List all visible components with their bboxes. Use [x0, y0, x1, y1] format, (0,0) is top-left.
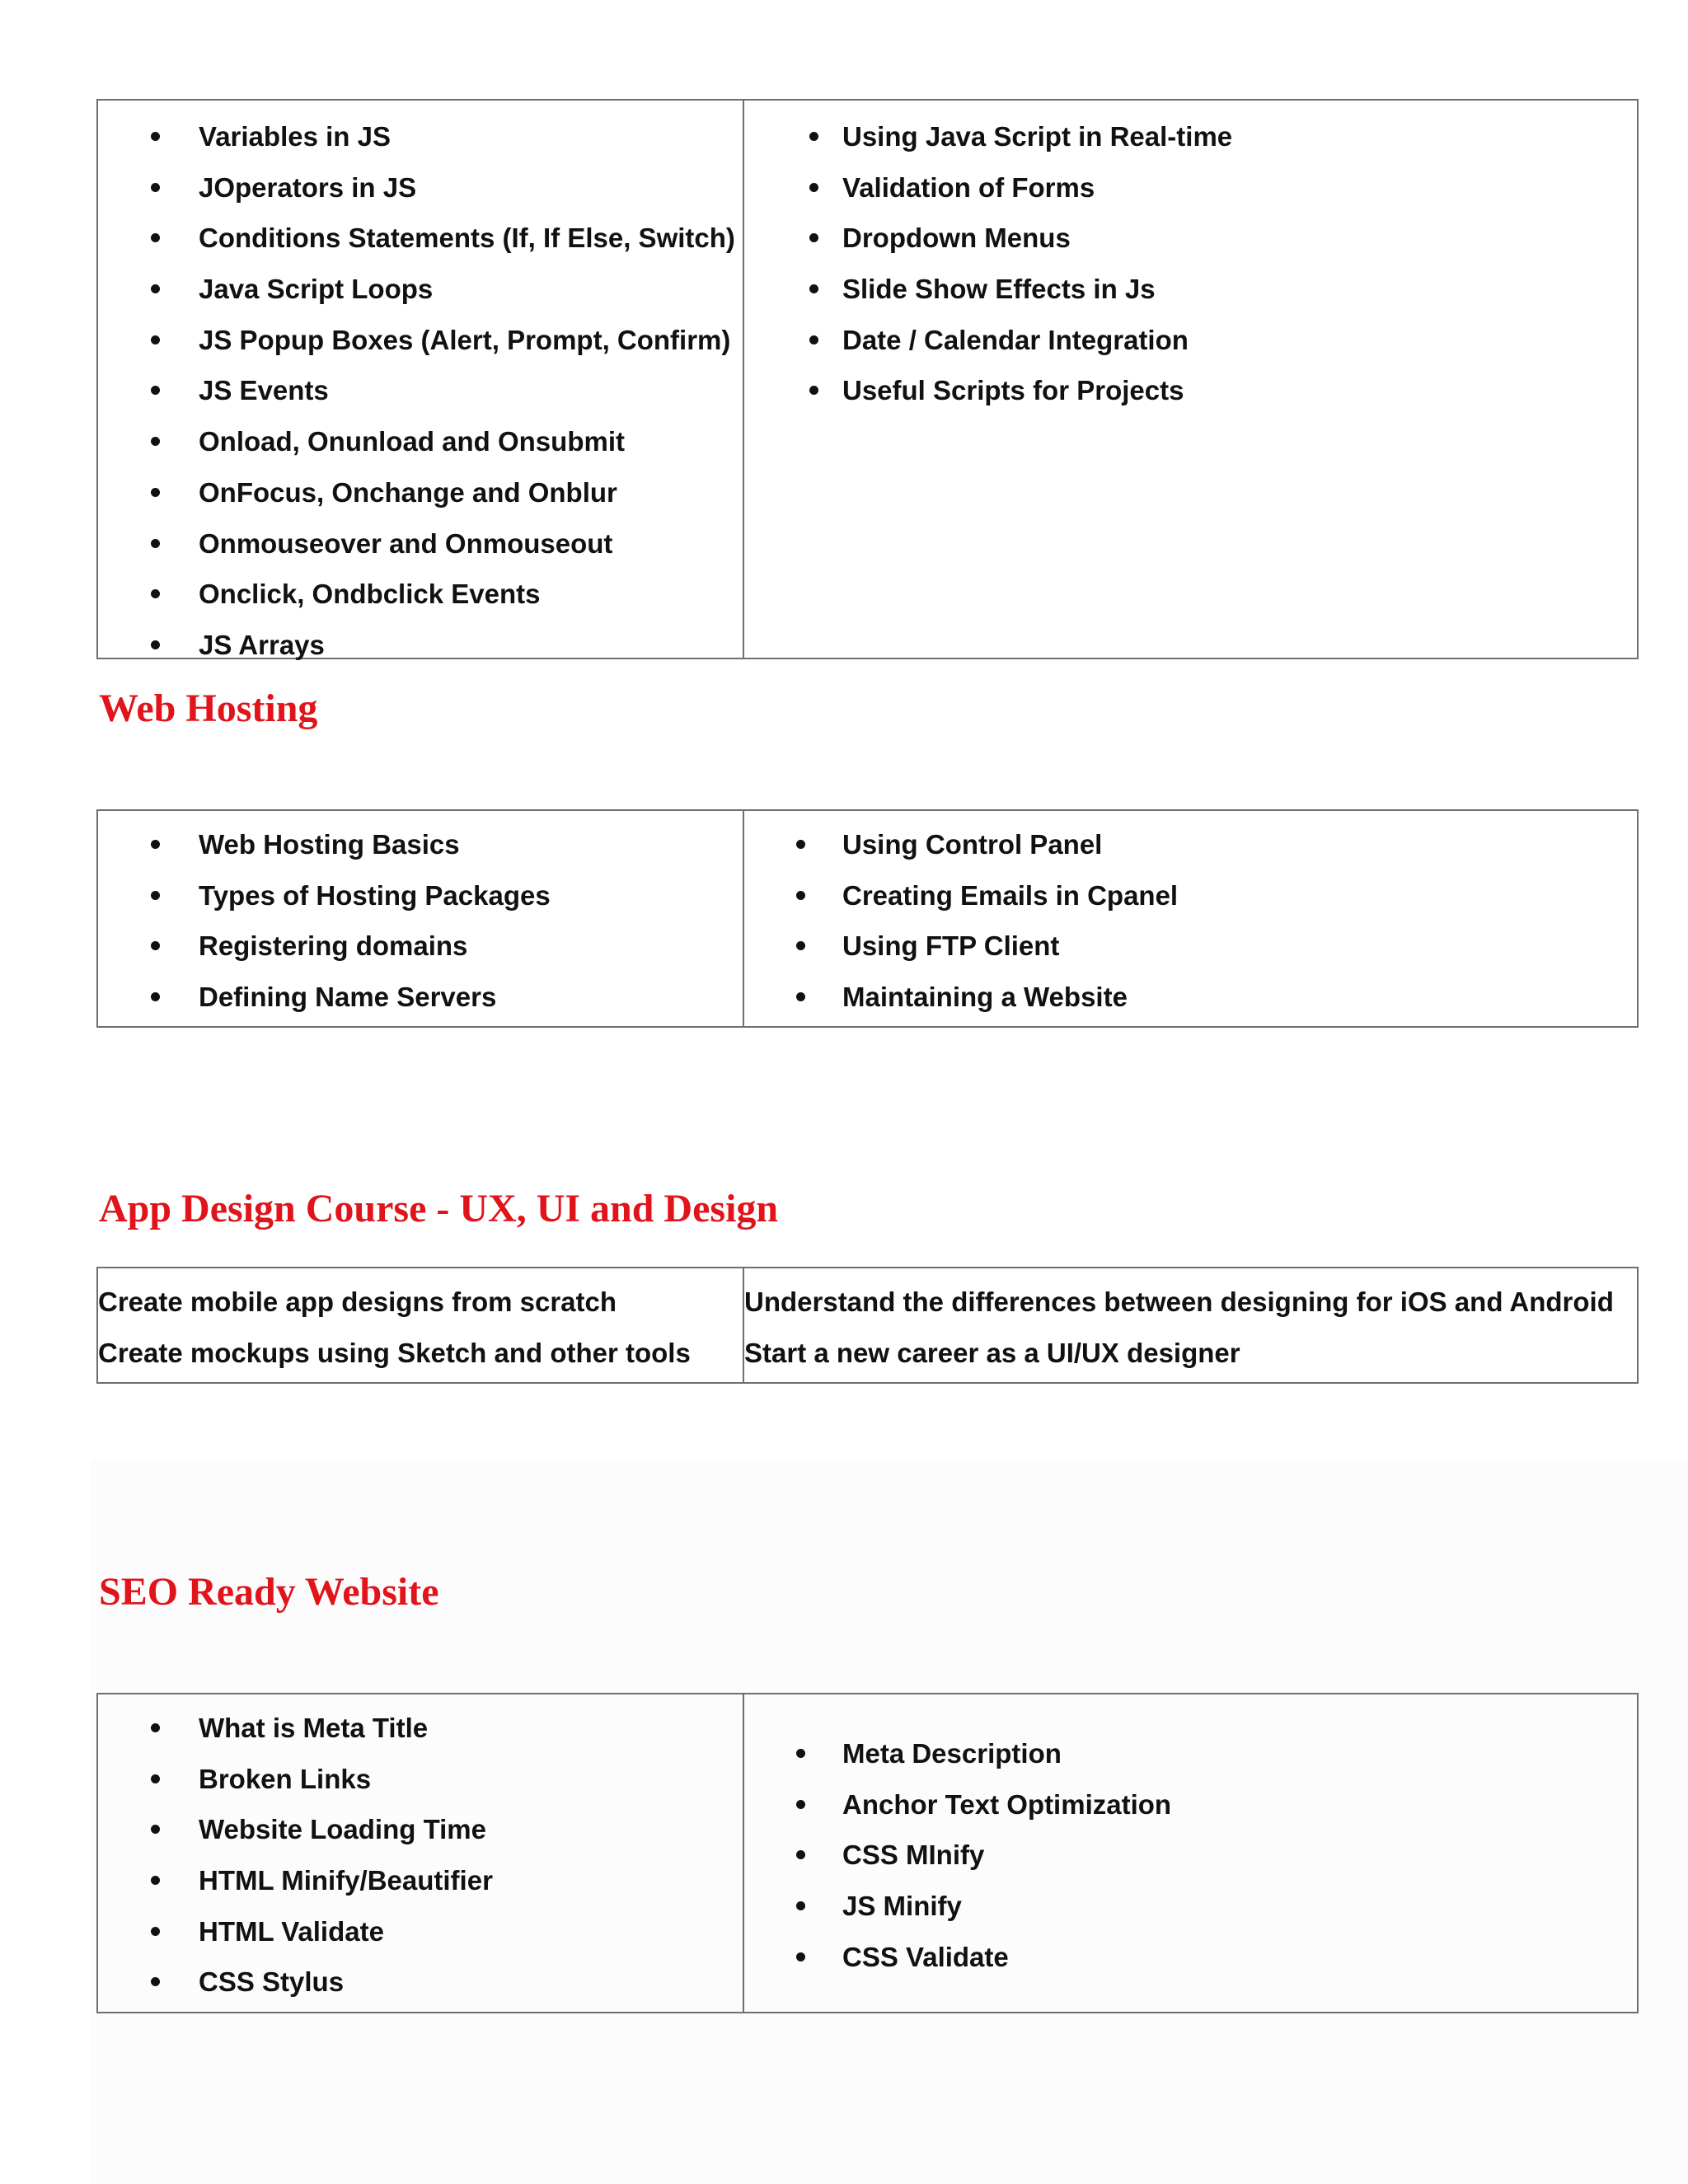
list-item: HTML Minify/Beautifier	[98, 1855, 743, 1906]
list-item: Understand the differences between designing for iOS and Android	[744, 1286, 1614, 1317]
bullet-icon	[151, 1723, 160, 1732]
list-item: HTML Validate	[98, 1906, 743, 1957]
web-hosting-right-list	[744, 819, 1637, 1023]
seo-table	[96, 1693, 1639, 2013]
bullet-icon	[151, 891, 160, 900]
list-item: Onclick, Ondbclick Events	[98, 569, 743, 620]
list-item: Meta Description	[744, 1728, 1637, 1779]
list-item: Registering domains	[98, 921, 743, 972]
bullet-icon	[151, 386, 160, 395]
list-item: Web Hosting Basics	[98, 819, 743, 870]
list-item: Start a new career as a UI/UX designer	[744, 1337, 1240, 1368]
bullet-icon	[809, 132, 818, 141]
app-design-left-column	[98, 1268, 744, 1382]
bullet-icon	[796, 1901, 805, 1910]
bullet-icon	[796, 941, 805, 950]
bullet-icon	[809, 284, 818, 293]
web-hosting-right-column	[744, 811, 1637, 1026]
list-item: Dropdown Menus	[744, 213, 1637, 264]
web-hosting-left-column	[98, 811, 744, 1026]
list-item: Using FTP Client	[744, 921, 1637, 972]
list-item: Using Java Script in Real-time	[744, 111, 1637, 162]
seo-right-column	[744, 1694, 1637, 2012]
app-design-right-column	[744, 1268, 1637, 1382]
javascript-topics-left-column	[98, 101, 744, 658]
list-item: JS Popup Boxes (Alert, Prompt, Confirm)	[98, 315, 743, 366]
list-item: Onload, Onunload and Onsubmit	[98, 416, 743, 467]
bullet-icon	[796, 891, 805, 900]
seo-heading: SEO Ready Website	[99, 1570, 439, 1614]
list-item: Date / Calendar Integration	[744, 315, 1637, 366]
bullet-icon	[796, 1850, 805, 1859]
list-item: JS Minify	[744, 1881, 1637, 1932]
list-item: CSS Stylus	[98, 1957, 743, 2008]
list-item: JOperators in JS	[98, 162, 743, 213]
bullet-icon	[151, 1825, 160, 1834]
list-item: Variables in JS	[98, 111, 743, 162]
bullet-icon	[151, 335, 160, 344]
web-hosting-heading: Web Hosting	[99, 687, 318, 730]
list-item: Maintaining a Website	[744, 972, 1637, 1023]
list-item: Defining Name Servers	[98, 972, 743, 1023]
bullet-icon	[809, 386, 818, 395]
web-hosting-table	[96, 809, 1639, 1028]
bullet-icon	[151, 1927, 160, 1936]
javascript-topics-right-column	[744, 101, 1637, 658]
list-item: CSS Validate	[744, 1932, 1637, 1983]
bullet-icon	[151, 233, 160, 242]
bullet-icon	[796, 840, 805, 849]
list-item: Conditions Statements (If, If Else, Switch)	[98, 213, 743, 264]
bullet-icon	[151, 1876, 160, 1885]
list-item: Creating Emails in Cpanel	[744, 870, 1637, 921]
list-item: Website Loading Time	[98, 1804, 743, 1855]
bullet-icon	[151, 992, 160, 1001]
list-item: Onmouseover and Onmouseout	[98, 518, 743, 569]
bullet-icon	[151, 539, 160, 548]
bullet-icon	[151, 132, 160, 141]
list-item: Slide Show Effects in Js	[744, 264, 1637, 315]
list-item: Types of Hosting Packages	[98, 870, 743, 921]
list-item: Anchor Text Optimization	[744, 1779, 1637, 1830]
list-item: OnFocus, Onchange and Onblur	[98, 467, 743, 518]
seo-left-column	[98, 1694, 744, 2012]
list-item: JS Arrays	[98, 620, 743, 671]
bullet-icon	[809, 233, 818, 242]
javascript-topics-left-list	[98, 111, 743, 671]
bullet-icon	[809, 183, 818, 192]
bullet-icon	[151, 589, 160, 598]
app-design-table	[96, 1267, 1639, 1384]
bullet-icon	[796, 1749, 805, 1758]
bullet-icon	[796, 1952, 805, 1961]
list-item: Validation of Forms	[744, 162, 1637, 213]
bullet-icon	[151, 1977, 160, 1986]
bullet-icon	[151, 840, 160, 849]
list-item: What is Meta Title	[98, 1703, 743, 1754]
bullet-icon	[151, 437, 160, 446]
list-item: Broken Links	[98, 1754, 743, 1805]
app-design-heading: App Design Course - UX, UI and Design	[99, 1187, 779, 1230]
bullet-icon	[796, 992, 805, 1001]
javascript-topics-table	[96, 99, 1639, 659]
bullet-icon	[151, 488, 160, 497]
bullet-icon	[151, 284, 160, 293]
bullet-icon	[809, 335, 818, 344]
bullet-icon	[151, 1774, 160, 1783]
javascript-topics-right-list	[744, 111, 1637, 416]
bullet-icon	[151, 640, 160, 649]
bullet-icon	[151, 183, 160, 192]
list-item: Using Control Panel	[744, 819, 1637, 870]
seo-right-list	[744, 1728, 1637, 1982]
list-item: CSS MInify	[744, 1830, 1637, 1881]
list-item: Useful Scripts for Projects	[744, 365, 1637, 416]
bullet-icon	[151, 941, 160, 950]
list-item: JS Events	[98, 365, 743, 416]
list-item: Create mobile app designs from scratch	[98, 1286, 617, 1317]
list-item: Java Script Loops	[98, 264, 743, 315]
web-hosting-left-list	[98, 819, 743, 1023]
seo-left-list	[98, 1703, 743, 2008]
bullet-icon	[796, 1800, 805, 1809]
list-item: Create mockups using Sketch and other tools	[98, 1337, 691, 1368]
